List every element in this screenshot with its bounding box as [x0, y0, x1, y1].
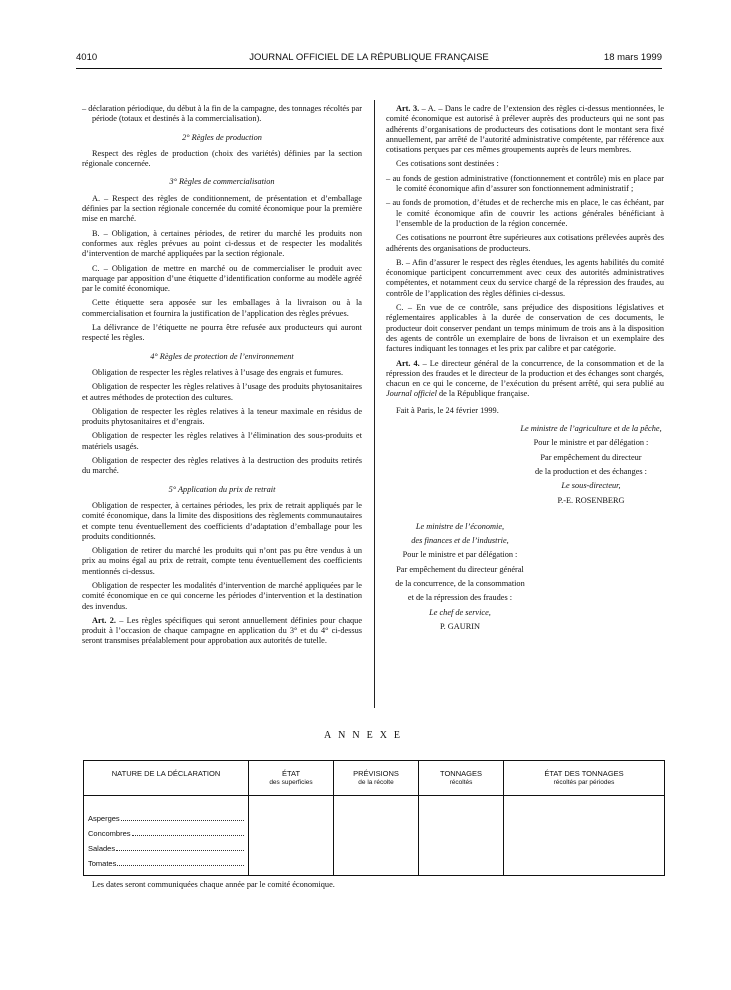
- leader-dots: [116, 850, 244, 851]
- paragraph: C. – Obligation de mettre en marché ou de commercialiser le produit avec marquage par apposition d’une étiquette d’identification conforme au modèle agréé par le comité économique.: [82, 263, 362, 294]
- header-sublabel: récoltés: [449, 779, 473, 786]
- paragraph: – déclaration périodique, du début à la fin de la campagne, des tonnages récoltés par période (totaux et destinés à la commercialisation).: [82, 104, 362, 124]
- section-heading: 3° Règles de commercialisation: [169, 177, 275, 187]
- paragraph: Obligation de respecter les modalités d’intervention de marché appliquées par le comité économique en ce qui concerne les périodes d’intervention et la destination des invendus.: [82, 580, 362, 611]
- empty-cell: [249, 796, 334, 876]
- header-label: PRÉVISIONS: [353, 769, 399, 778]
- declaration-rows: [84, 796, 249, 876]
- article-text: – A. – Dans le cadre de l’extension des règles ci-dessus mentionnées, le comité économique est autorisé à prélever auprès des producteurs qui ne sont pas adhérents d’organisations de producteurs des cotisations dont le montant sera fixé annuellement, par arrêté de l’autorité administrative compétente, par référence aux cotisations perçues par ces mêmes groupements auprès de leurs membres.: [386, 104, 664, 155]
- paragraph: Respect des règles de production (choix des variétés) définies par la section régionale concernée.: [82, 148, 362, 169]
- paragraph: Obligation de respecter des règles relatives à la destruction des produits retirés du marché.: [82, 456, 362, 476]
- annexe-footnote: Les dates seront communiquées chaque année par le comité économique.: [92, 880, 335, 889]
- list-item: – au fonds de gestion administrative (fonctionnement et contrôle) mis en place par le comité économique afin d’assurer son fonctionnement administratif ;: [386, 173, 664, 194]
- journal-title: JOURNAL OFFICIEL DE LA RÉPUBLIQUE FRANÇAISE: [249, 52, 489, 63]
- header-label: NATURE DE LA DÉCLARATION: [111, 769, 221, 778]
- paragraph: Obligation de respecter les règles relatives à l’usage des produits phytosanitaires et autres méthodes de protection des cultures.: [82, 382, 362, 402]
- list-item: – au fonds de promotion, d’études et de recherche mis en place, le cas échéant, par le comité économique afin de couvrir les actions générales bénéficiant à l’ensemble de la production de la région concernée.: [386, 198, 664, 228]
- paragraph: B. – Obligation, à certaines périodes, de retirer du marché les produits non conformes aux règles prévues au point ci-dessus et de respecter les modalités d’intervention de marché appliquées par la section régionale.: [82, 228, 362, 259]
- journal-reference: Journal officiel: [386, 389, 437, 399]
- header-sublabel: de la récolte: [358, 779, 394, 786]
- section-heading: 2° Règles de production: [182, 132, 262, 142]
- article-label: Art. 3.: [396, 104, 420, 113]
- article-text: de la République française.: [436, 389, 530, 399]
- table-header-row: [84, 761, 665, 796]
- table-row: [88, 838, 244, 853]
- table-body-row: [84, 796, 665, 876]
- column-header: [249, 761, 334, 796]
- article-text: – Le directeur général de la concurrence, de la consommation et de la répression des fraudes et le directeur de la production et des échanges sont chargés, chacun en ce qui le concerne, de l’exécution du présent arrêté, qui sera publié au: [386, 358, 664, 389]
- column-header: [504, 761, 665, 796]
- section-heading: 4° Règles de protection de l’environnement: [150, 351, 294, 361]
- row-label: Salades: [88, 844, 116, 853]
- article-label: Art. 4.: [396, 358, 420, 368]
- column-header: [334, 761, 419, 796]
- article-4: [386, 359, 664, 400]
- header-label: ÉTAT: [281, 769, 301, 778]
- empty-cell: [419, 796, 504, 876]
- table-row: [88, 823, 244, 838]
- header-sublabel: des superficies: [269, 779, 313, 786]
- header-sublabel: récoltés par périodes: [553, 779, 615, 786]
- article-label: Art. 2.: [92, 615, 116, 625]
- signature-line: et de la répression des fraudes :: [407, 593, 513, 603]
- issue-date: 18 mars 1999: [603, 52, 662, 63]
- signature-line: des finances et de l’industrie,: [411, 536, 509, 546]
- paragraph: B. – Afin d’assurer le respect des règles étendues, les agents habilités du comité économique participent concurremment avec ceux des autorités administratives compétentes, et notamment ceux du service chargé de la répression des fraudes, au contrôle de l’application des règles définies ci-dessus.: [386, 257, 664, 298]
- signature-line: Par empêchement du directeur: [540, 452, 642, 462]
- header-label: TONNAGES: [440, 769, 482, 778]
- header-rule: [76, 68, 662, 69]
- signature-line: de la production et des échanges :: [535, 466, 647, 476]
- section-heading: 5° Application du prix de retrait: [168, 484, 276, 494]
- row-label: Asperges: [88, 814, 120, 823]
- signature-block-agriculture: [506, 424, 666, 506]
- paragraph: Obligation de respecter les règles relatives à la teneur maximale en résidus de produits phytosanitaires et d’engrais.: [82, 406, 362, 427]
- paragraph: Obligation de respecter les règles relatives à l’usage des engrais et fumures.: [92, 367, 344, 377]
- paragraph: La délivrance de l’étiquette ne pourra être refusée aux producteurs qui auront respecté les règles.: [82, 323, 362, 343]
- paragraph: Ces cotisations ne pourront être supérieures aux cotisations prélevées auprès des adhérents des organisations de producteurs.: [386, 233, 664, 253]
- paragraph: Obligation de retirer du marché les produits qui n’ont pas pu être vendus à un prix au moins égal au prix de retrait, compte tenu éventuellement des coefficients mentionnés ci-dessus.: [82, 546, 362, 576]
- paragraph: Ces cotisations sont destinées :: [396, 159, 499, 169]
- signature-line: Le chef de service,: [429, 607, 491, 617]
- signature-line: Le sous-directeur,: [561, 481, 621, 491]
- signature-line: Pour le ministre et par délégation :: [533, 438, 649, 448]
- signature-line: Par empêchement du directeur général: [396, 564, 524, 574]
- left-column: [82, 104, 362, 651]
- row-label: Tomates: [88, 859, 117, 868]
- signature-line: Le ministre de l’économie,: [415, 521, 505, 531]
- signature-line: Pour le ministre et par délégation :: [402, 550, 518, 560]
- table-row: [88, 808, 244, 823]
- header-label: ÉTAT DES TONNAGES: [544, 769, 624, 778]
- page-number: 4010: [76, 52, 98, 63]
- signing-place-date: Fait à Paris, le 24 février 1999.: [396, 405, 499, 415]
- paragraph: Obligation de respecter, à certaines périodes, les prix de retrait appliqués par le comité économique, dans la limite des dispositions des règlements communautaires et compte tenu éventuellement des coefficients d’adaptation d’emballage pour les produits conditionnés.: [82, 500, 362, 541]
- column-header: [419, 761, 504, 796]
- annexe-table: [83, 760, 665, 876]
- row-label: Concombres: [88, 829, 131, 838]
- leader-dots: [132, 835, 244, 836]
- column-header: [84, 761, 249, 796]
- signature-line: Le ministre de l’agriculture et de la pêche,: [520, 424, 662, 434]
- leader-dots: [117, 865, 244, 866]
- article-3: [386, 104, 664, 155]
- empty-cell: [334, 796, 419, 876]
- page-header: [76, 52, 662, 66]
- signatory-name: P. GAURIN: [439, 621, 481, 631]
- signatory-name: P.-E. ROSENBERG: [557, 495, 625, 505]
- empty-cell: [504, 796, 665, 876]
- signature-line: de la concurrence, de la consommation: [395, 578, 525, 588]
- signature-block-economie: [360, 522, 550, 632]
- article-text: – Les règles spécifiques qui seront annuellement définies pour chaque produit à l’occasion de chaque campagne en application du 3° et du 4° ci-dessus seront transmises préalablement pour approbation aux autorités de tutelle.: [82, 615, 363, 646]
- paragraph: Cette étiquette sera apposée sur les emballages à la livraison ou à la commercialisation et fournira la justification de l’application des règles prévues.: [82, 298, 362, 318]
- right-column: [386, 104, 664, 636]
- paragraph: Obligation de respecter les règles relatives à l’élimination des sous-produits et matériels usagés.: [82, 431, 362, 451]
- table-row: [88, 853, 244, 868]
- leader-dots: [121, 820, 244, 821]
- article-2: [82, 616, 362, 647]
- paragraph: A. – Respect des règles de conditionnement, de présentation et d’emballage définies par la section régionale concernée du comité économique pour la première mise en marché.: [82, 193, 362, 224]
- annexe-title: ANNEXE: [323, 730, 408, 741]
- paragraph: C. – En vue de ce contrôle, sans préjudice des dispositions législatives et réglementaires applicables à la durée de conservation de ces documents, le producteur doit conserver pendant un temps minimum de trois ans à la disposition des agents de contrôle un exemplaire de bons de livraison et un exemplaire des factures indiquant les tonnages et les prix par calibre et par catégorie.: [386, 303, 664, 354]
